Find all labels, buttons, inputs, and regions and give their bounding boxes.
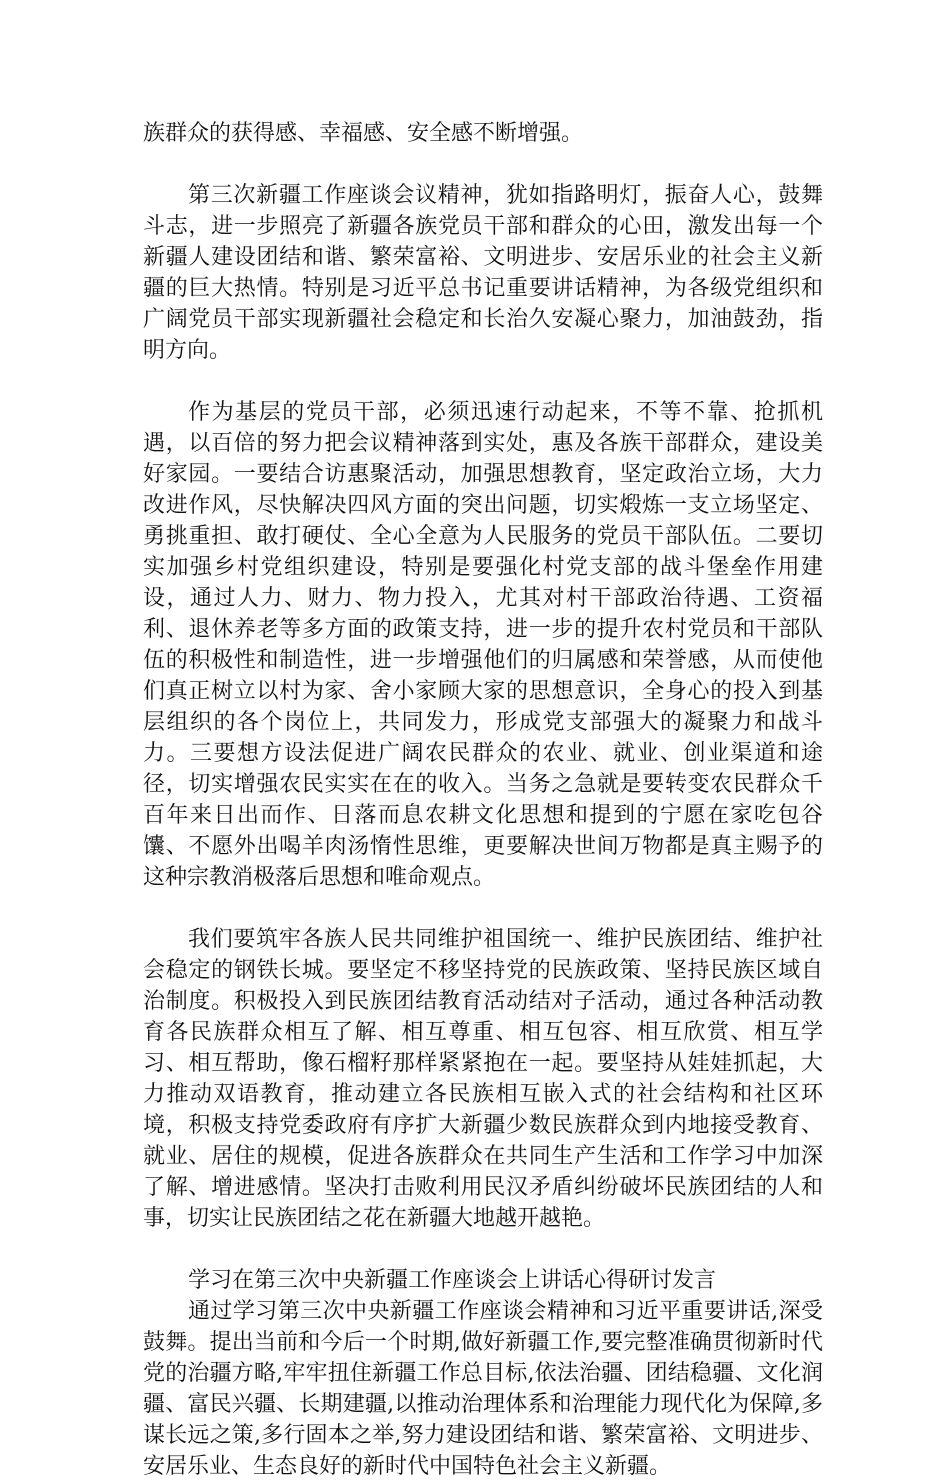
paragraph-gap [143,366,823,397]
paragraph-study: 通过学习第三次中央新疆工作座谈会精神和习近平重要讲话,深受鼓舞。提出当前和今后一个时期,做好新疆工作,要完整准确贯彻新时代党的治疆方略,牢牢扭住新疆工作总目标,依法治疆、团结稳疆、文化润疆、富民兴疆、长期建疆,以推动治理体系和治理能力现代化为保障,多谋长远之策,多行固本之举,努力建设团结和谐、繁荣富裕、文明进步、安居乐业、生态良好的新时代中国特色社会主义新疆。 [143,1299,823,1479]
paragraph-gap [143,893,823,924]
paragraph-continuation: 族群众的获得感、幸福感、安全感不断增强。 [143,121,584,146]
section-title: 学习在第三次中央新疆工作座谈会上讲话心得研讨发言 [188,1268,717,1293]
document-body [143,118,823,1482]
paragraph-unity: 我们要筑牢各族人民共同维护祖国统一、维护民族团结、维护社会稳定的钢铁长城。要坚定不移坚持党的民族政策、坚持民族区域自治制度。积极投入到民族团结教育活动结对子活动，通过各种活动教育各民族群众相互了解、相互尊重、相互包容、相互欣赏、相互学习、相互帮助，像石榴籽那样紧紧抱在一起。要坚持从娃娃抓起，大力推动双语教育，推动建立各民族相互嵌入式的社会结构和社区环境，积极支持党委政府有序扩大新疆少数民族群众到内地接受教育、就业、居住的规模，促进各族群众在共同生产生活和工作学习中加深了解、增进感情。坚决打击败利用民汉矛盾纠纷破坏民族团结的人和事，切实让民族团结之花在新疆大地越开越艳。 [143,927,823,1231]
paragraph-gap [143,1234,823,1265]
paragraph-gap [143,149,823,180]
paragraph-grassroots: 作为基层的党员干部，必须迅速行动起来，不等不靠、抢抓机遇，以百倍的努力把会议精神落到实处，惠及各族干部群众，建设美好家园。一要结合访惠聚活动，加强思想教育，坚定政治立场，大力改进作风，尽快解决四风方面的突出问题，切实煅炼一支立场坚定、勇挑重担、敢打硬仗、全心全意为人民服务的党员干部队伍。二要切实加强乡村党组织建设，特别是要强化村党支部的战斗堡垒作用建设，通过人力、财力、物力投入，尤其对村干部政治待遇、工资福利、退休养老等多方面的政策支持，进一步的提升农村党员和干部队伍的积极性和制造性，进一步增强他们的归属感和荣誉感，从而使他们真正树立以村为家、舍小家顾大家的思想意识，全身心的投入到基层组织的各个岗位上，共同发力，形成党支部强大的凝聚力和战斗力。三要想方设法促进广阔农民群众的农业、就业、创业渠道和途径，切实增强农民实实在在的收入。当务之急就是要转变农民群众千百年来日出而作、日落而息农耕文化思想和提到的宁愿在家吃包谷馕、不愿外出喝羊肉汤惰性思维，更要解决世间万物都是真主赐予的这种宗教消极落后思想和唯命观点。 [143,400,823,890]
paragraph-spirit: 第三次新疆工作座谈会议精神，犹如指路明灯，振奋人心，鼓舞斗志，进一步照亮了新疆各族党员干部和群众的心田，激发出每一个新疆人建设团结和谐、繁荣富裕、文明进步、安居乐业的社会主义新疆的巨大热情。特别是习近平总书记重要讲话精神，为各级党组织和广阔党员干部实现新疆社会稳定和长治久安凝心聚力，加油鼓劲，指明方向。 [143,183,823,363]
